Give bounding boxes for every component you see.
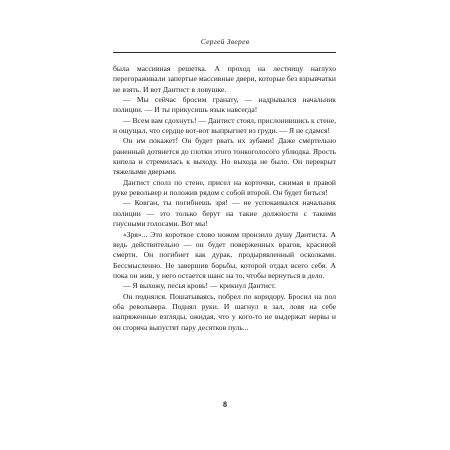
- paragraph: — Мы сейчас бросим гранату, — надрывался начальник полиции. — И ты прикусишь язык навсегда!: [113, 95, 336, 115]
- paragraph: Он им покажет! Он будет рвать их зубами! Даже смертельно раненный дотянется до глотки этого тонкоголосого ублюдка. Ярость кипела и стремилась к выходу. Но выхода не было. Он перекрыт тяжелыми дверьми.: [113, 136, 336, 177]
- paragraph: — Ковган, ты погибнешь зря! — не успокаивался начальник полиции — это только берут на такие должности с такими гнусными голосами. Вот мы!: [113, 198, 336, 229]
- running-head-author: Сергей Зверев: [200, 37, 250, 46]
- paragraph: была массивная решетка. А проход на лестницу наглухо перегораживали запертые массивные двери, которые без взрывчатки не взять. И вот Дантист в ловушке.: [113, 64, 336, 94]
- paragraph: «Зря»... Это короткое слово ножом пронзило душу Дантиста. А ведь действительно — он будет поверженных врагов, красивой смерти. Он погибнет как дурак, продырявленный осколками. Бессмысленно. Не завершив борьбы, которой отдал всего себя. А пока он жив, у него остается шанс на то, чтобы вернуться в дело.: [113, 229, 336, 280]
- paragraph: — Я выхожу, песья кровь! — крикнул Дантист.: [123, 281, 276, 291]
- page-number: 8: [223, 400, 227, 409]
- paragraph: — Всем вам сдохнуть! — Дантист стоял, прислонившись к стене, и ощущал, что сердце вот-вот выпрыгнет из груди. — Я не сдамся!: [113, 115, 336, 136]
- header-rule: [113, 52, 336, 53]
- paragraph: Он поднялся. Пошатываясь, побрел по коридору. Бросил на пол оба револьвера. Поднял руки. И шагнул в зал, ловя на себе напряженные взгляды, ожидая, что у кого-то не выдержат нервы и он сгоряча выпустят пару десятков пуль...: [113, 291, 336, 332]
- body-text: [113, 64, 336, 333]
- paragraph: Дантист сполз по стене, присел на корточки, сжимая в правой руке револьвер и положив рядом с собой второй. Он будет биться!: [113, 177, 336, 198]
